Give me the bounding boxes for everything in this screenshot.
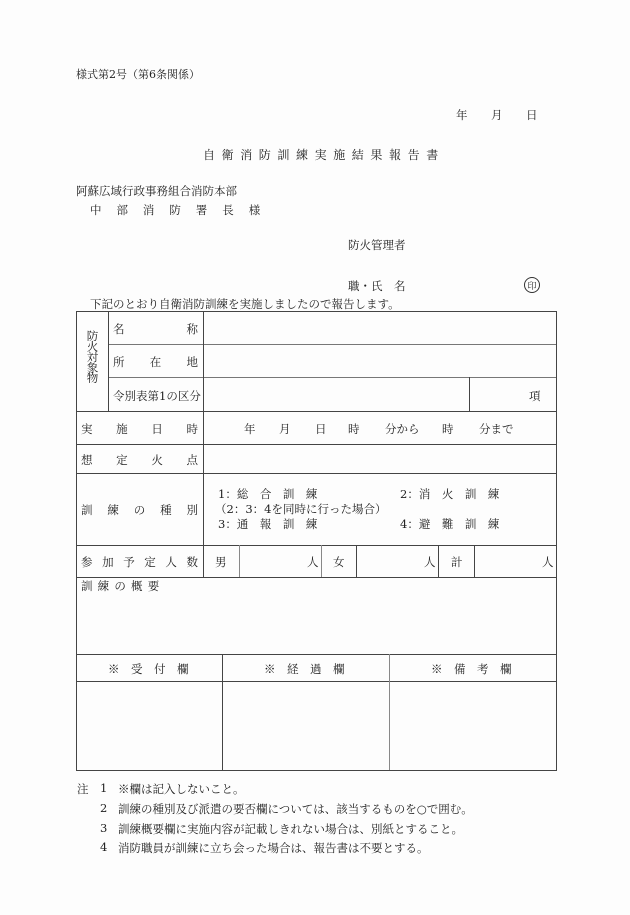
progress-header: ※ 経 過 欄 (264, 662, 345, 676)
addressee-org: 阿蘇広域行政事務組合消防本部 (76, 184, 237, 198)
reception-header: ※ 受 付 欄 (108, 662, 189, 676)
total-unit: 人 (542, 555, 554, 569)
summary-field[interactable] (77, 594, 556, 654)
group-label: 防火対象物 (85, 330, 100, 383)
fire-point-field[interactable] (204, 445, 556, 473)
address-field[interactable] (204, 345, 556, 377)
seal-icon: 印 (524, 277, 540, 293)
note-2: 訓練の種別及び派遣の要否欄については、該当するものを○で囲む。 (118, 802, 473, 816)
form-number: 様式第2号（第6条関係） (76, 68, 200, 81)
intro-text: 下記のとおり自衛消防訓練を実施しましたので報告します。 (90, 297, 400, 311)
category-unit: 項 (529, 389, 541, 403)
category-field[interactable] (204, 378, 469, 411)
training-type-label: 訓 練 の 種 別 (81, 503, 198, 517)
remarks-field[interactable] (390, 682, 556, 770)
page-title: 自衛消防訓練実施結果報告書 (203, 148, 445, 162)
reception-field[interactable] (77, 682, 222, 770)
participants-label: 参 加 予 定 人 数 (81, 555, 198, 569)
training-type-1-note: （2：3：4を同時に行った場合） (215, 502, 387, 516)
training-type-4[interactable]: 4：避 難 訓 練 (400, 517, 500, 531)
note-4: 消防職員が訓練に立ち会った場合は、報告書は不要とする。 (118, 841, 429, 855)
male-unit: 人 (307, 555, 319, 569)
address-label: 所 在 地 (113, 355, 198, 369)
summary-label: 訓練の概要 (81, 579, 165, 593)
progress-field[interactable] (223, 682, 389, 770)
datetime-label: 実 施 日 時 (81, 422, 198, 436)
sender-role: 防火管理者 (348, 238, 406, 252)
female-label: 女 (333, 555, 345, 569)
category-label: 令別表第1の区分 (113, 389, 201, 403)
training-type-1[interactable]: 1：総 合 訓 練 (218, 487, 318, 501)
total-label: 計 (451, 555, 463, 569)
remarks-header: ※ 備 考 欄 (431, 662, 512, 676)
notes-prefix: 注 (77, 782, 89, 796)
note-1: ※欄は記入しないこと。 (118, 782, 245, 796)
training-type-3[interactable]: 3：通 報 訓 練 (218, 517, 318, 531)
date-year: 年 (456, 108, 468, 122)
male-label: 男 (215, 555, 227, 569)
name-label: 名 称 (113, 322, 198, 336)
fire-point-label: 想 定 火 点 (81, 453, 198, 467)
sender-name-label: 職・氏 名 (348, 279, 406, 293)
name-field[interactable] (204, 312, 556, 344)
note-3: 訓練概要欄に実施内容が記載しきれない場合は、別紙とすること。 (118, 822, 463, 836)
addressee-chief: 中部消防署長様 (90, 203, 276, 217)
date-day: 日 (526, 108, 538, 122)
female-unit: 人 (424, 555, 436, 569)
date-month: 月 (491, 108, 503, 122)
training-type-2[interactable]: 2：消 火 訓 練 (400, 487, 500, 501)
